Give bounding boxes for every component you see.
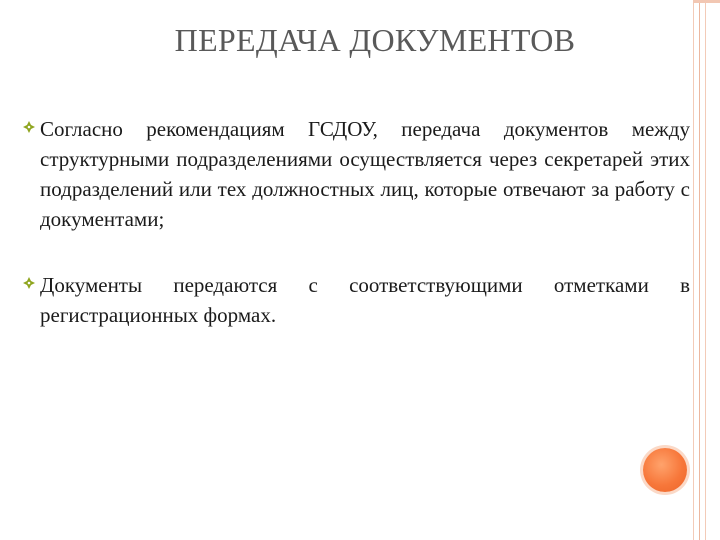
frame-top-band (693, 0, 720, 3)
frame-line (699, 0, 700, 540)
frame-line (693, 0, 694, 540)
orange-circle-decoration (643, 448, 687, 492)
diamond-bullet-icon (22, 120, 36, 134)
diamond-bullet-icon (22, 276, 36, 290)
bullet-text: Согласно рекомендациям ГСДОУ, передача документов между структурными подразделениями осуществляется через секретарей этих подразделений или тех должностных лиц, которые отвечают за работу с документами; (40, 117, 690, 231)
frame-line (705, 0, 706, 540)
bullet-text: Документы передаются с соответствующими отметками в регистрационных формах. (40, 273, 690, 327)
slide-title: ПЕРЕДАЧА ДОКУМЕНТОВ (174, 22, 576, 58)
